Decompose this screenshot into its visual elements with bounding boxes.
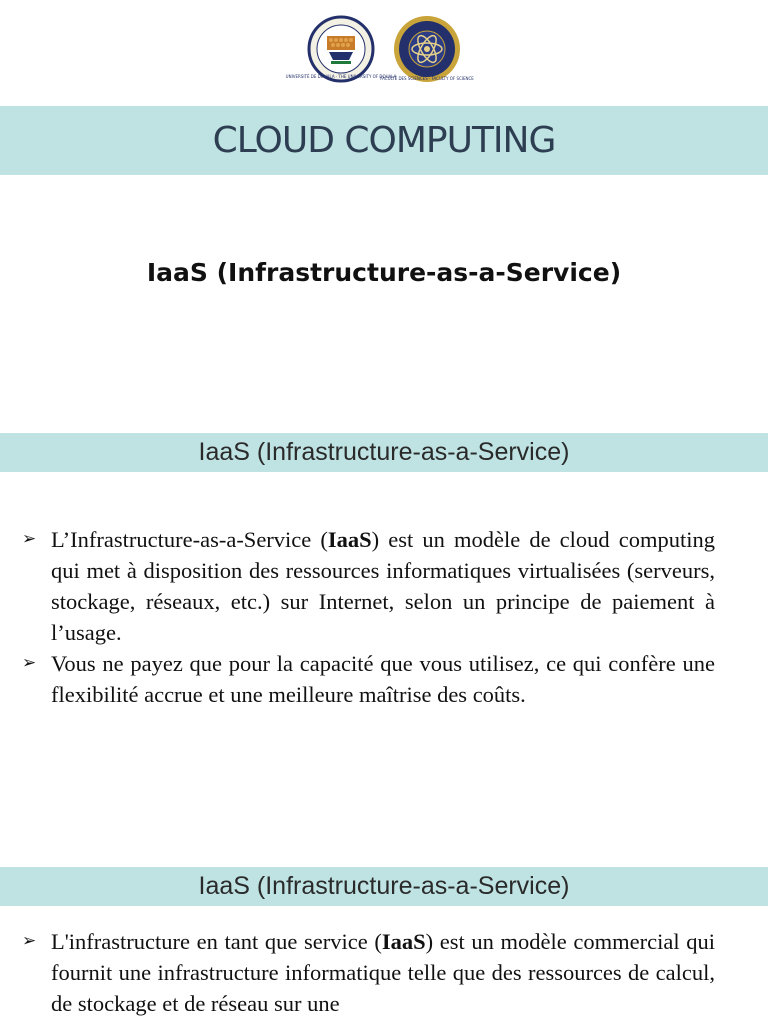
page-title: CLOUD COMPUTING — [212, 120, 556, 161]
bullet-bold-text: IaaS — [327, 527, 372, 552]
list-item — [22, 524, 715, 648]
bullet-text: ) est un modèle de cloud computing qui met à disposition des ressources informatiques virtualisées (serveurs, stockage, réseaux, etc.) sur Internet, selon un principe de paiement à l’usage. — [51, 527, 715, 645]
section-heading: IaaS (Infrastructure-as-a-Service) — [198, 872, 570, 900]
title-banner — [0, 106, 768, 175]
bullet-list — [22, 926, 715, 1019]
arrow-bullet-icon: ➢ — [22, 931, 37, 951]
bullet-text: ) est un modèle commercial qui fournit une infrastructure informatique telle que des ressources de calcul, de stockage et de réseau sur une — [51, 929, 715, 1016]
logo-row — [0, 14, 768, 88]
logo-caption: FACULTÉ DES SCIENCES · FACULTY OF SCIENCE — [380, 76, 474, 81]
list-item — [22, 926, 715, 1019]
bullet-text: L'infrastructure en tant que service ( — [51, 929, 382, 954]
logo-caption: UNIVERSITÉ DE DOUALA · THE UNIVERSITY OF DOUALA — [285, 74, 397, 79]
university-of-douala-logo — [285, 14, 397, 84]
section-heading: IaaS (Infrastructure-as-a-Service) — [198, 438, 570, 466]
subtitle: IaaS (Infrastructure-as-a-Service) — [146, 258, 622, 287]
faculty-of-science-logo — [380, 14, 474, 84]
section-heading-banner — [0, 433, 768, 472]
bullet-list — [22, 524, 715, 710]
bullet-text: Vous ne payez que pour la capacité que vous utilisez, ce qui confère une flexibilité accrue et une meilleure maîtrise des coûts. — [51, 651, 715, 707]
section-heading-banner — [0, 867, 768, 906]
arrow-bullet-icon: ➢ — [22, 529, 37, 549]
bullet-bold-text: IaaS — [381, 929, 426, 954]
bullet-text: L’Infrastructure-as-a-Service ( — [51, 527, 328, 552]
list-item — [22, 648, 715, 710]
arrow-bullet-icon: ➢ — [22, 653, 37, 673]
